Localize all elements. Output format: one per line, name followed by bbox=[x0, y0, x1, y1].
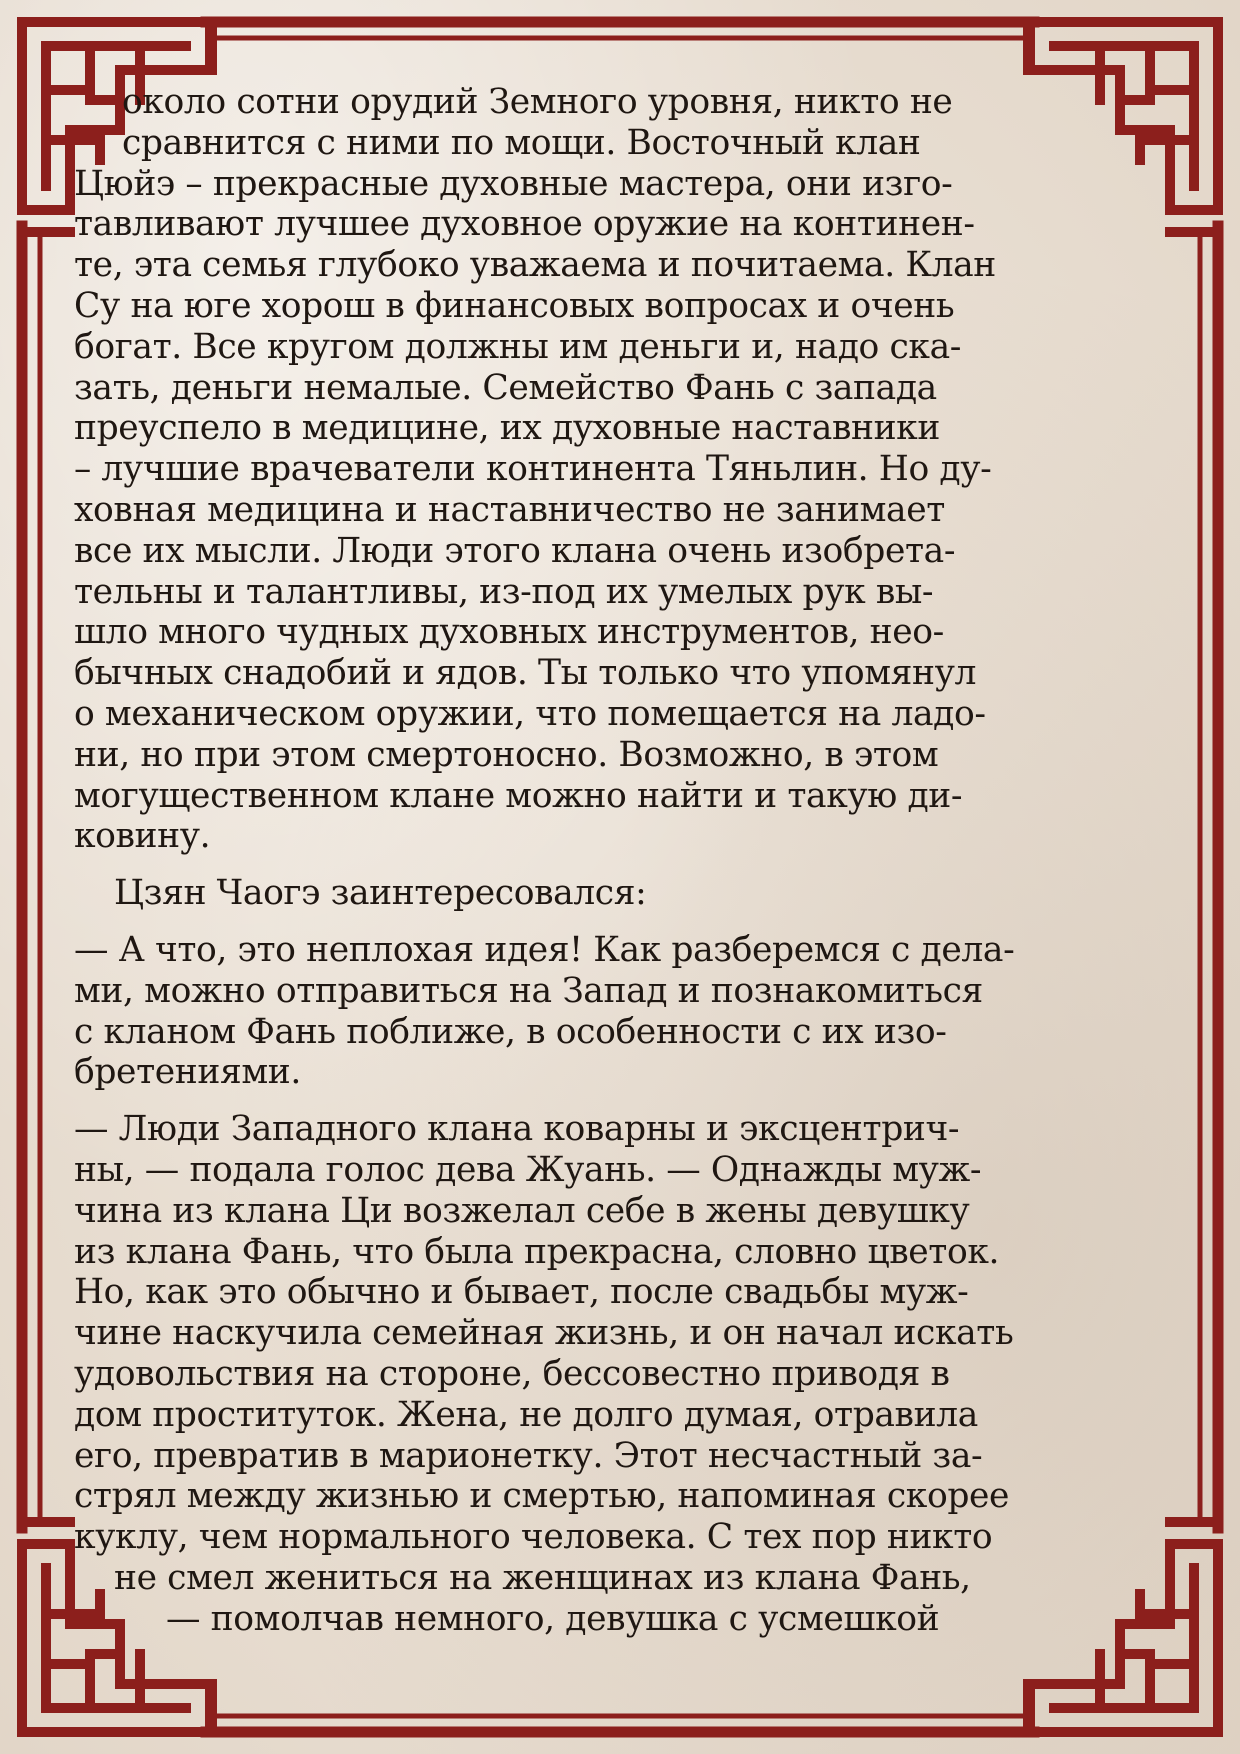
text-line: ховная медицина и наставничество не занимает bbox=[74, 489, 945, 530]
text-line: бычных снадобий и ядов. Ты только что упомянул bbox=[74, 653, 977, 694]
text-line: сравнится с ними по мощи. Восточный клан bbox=[122, 122, 921, 163]
text-line: Цзян Чаогэ заинтересовался: bbox=[114, 873, 647, 914]
text-line: преуспело в медицине, их духовные наставники bbox=[74, 408, 940, 449]
text-line: стрял между жизнью и смертью, напоминая скорее bbox=[74, 1476, 1010, 1517]
text-line: с кланом Фань поближе, в особенности с их изо- bbox=[74, 1011, 947, 1052]
text-line: могущественном клане можно найти и такую ди- bbox=[74, 775, 963, 816]
text-line: ми, можно отправиться на Запад и познакомиться bbox=[74, 970, 983, 1011]
page-text bbox=[74, 82, 1174, 1639]
text-line: Но, как это обычно и бывает, после свадьбы муж- bbox=[74, 1272, 969, 1313]
text-line: Су на юге хорош в финансовых вопросах и очень bbox=[74, 285, 955, 326]
text-line: около сотни орудий Земного уровня, никто не bbox=[122, 82, 953, 122]
paragraph-2 bbox=[74, 873, 1174, 914]
text-line: все их мысли. Люди этого клана очень изобрета- bbox=[74, 530, 956, 571]
text-line: его, превратив в марионетку. Этот несчастный за- bbox=[74, 1435, 983, 1476]
text-line: из клана Фань, что была прекрасна, словно цветок. bbox=[74, 1231, 1000, 1272]
text-line: ны, — подала голос дева Жуань. — Однажды муж- bbox=[74, 1149, 982, 1190]
text-line: ни, но при этом смертоносно. Возможно, в этом bbox=[74, 734, 939, 775]
text-line: — А что, это неплохая идея! Как разберемся с дела- bbox=[74, 929, 1015, 970]
text-line: Цюйэ – прекрасные духовные мастера, они изго- bbox=[74, 163, 953, 204]
text-line: куклу, чем нормального человека. С тех пор никто bbox=[74, 1517, 993, 1558]
text-line: шло много чудных духовных инструментов, нео- bbox=[74, 612, 944, 653]
paragraph-1 bbox=[74, 82, 1174, 857]
text-line: чина из клана Ци возжелал себе в жены девушку bbox=[74, 1190, 970, 1231]
text-line: зать, деньги немалые. Семейство Фань с запада bbox=[74, 367, 937, 408]
text-line: – лучшие врачеватели континента Тяньлин. Но ду- bbox=[74, 449, 992, 490]
text-line: тавливают лучшее духовное оружие на континен- bbox=[74, 204, 975, 245]
paragraph-4 bbox=[74, 1109, 1174, 1639]
text-line: удовольствия на стороне, бессовестно приводя в bbox=[74, 1353, 950, 1394]
text-line: тельны и талантливы, из-под их умелых рук вы- bbox=[74, 571, 934, 612]
text-line: о механическом оружии, что помещается на ладо- bbox=[74, 693, 986, 734]
text-line: — Люди Западного клана коварны и эксцентрич- bbox=[74, 1109, 960, 1150]
text-line: ковину. bbox=[74, 816, 211, 857]
paragraph-3 bbox=[74, 930, 1174, 1093]
text-line: не смел жениться на женщинах из клана Фань, bbox=[114, 1557, 971, 1598]
text-line: — помолчав немного, девушка с усмешкой bbox=[166, 1598, 940, 1639]
text-line: бретениями. bbox=[74, 1052, 301, 1093]
text-line: богат. Все кругом должны им деньги и, надо ска- bbox=[74, 326, 961, 367]
text-line: чине наскучила семейная жизнь, и он начал искать bbox=[74, 1313, 1014, 1354]
text-line: дом проституток. Жена, не долго думая, отравила bbox=[74, 1394, 978, 1435]
text-line: те, эта семья глубоко уважаема и почитаема. Клан bbox=[74, 245, 996, 286]
